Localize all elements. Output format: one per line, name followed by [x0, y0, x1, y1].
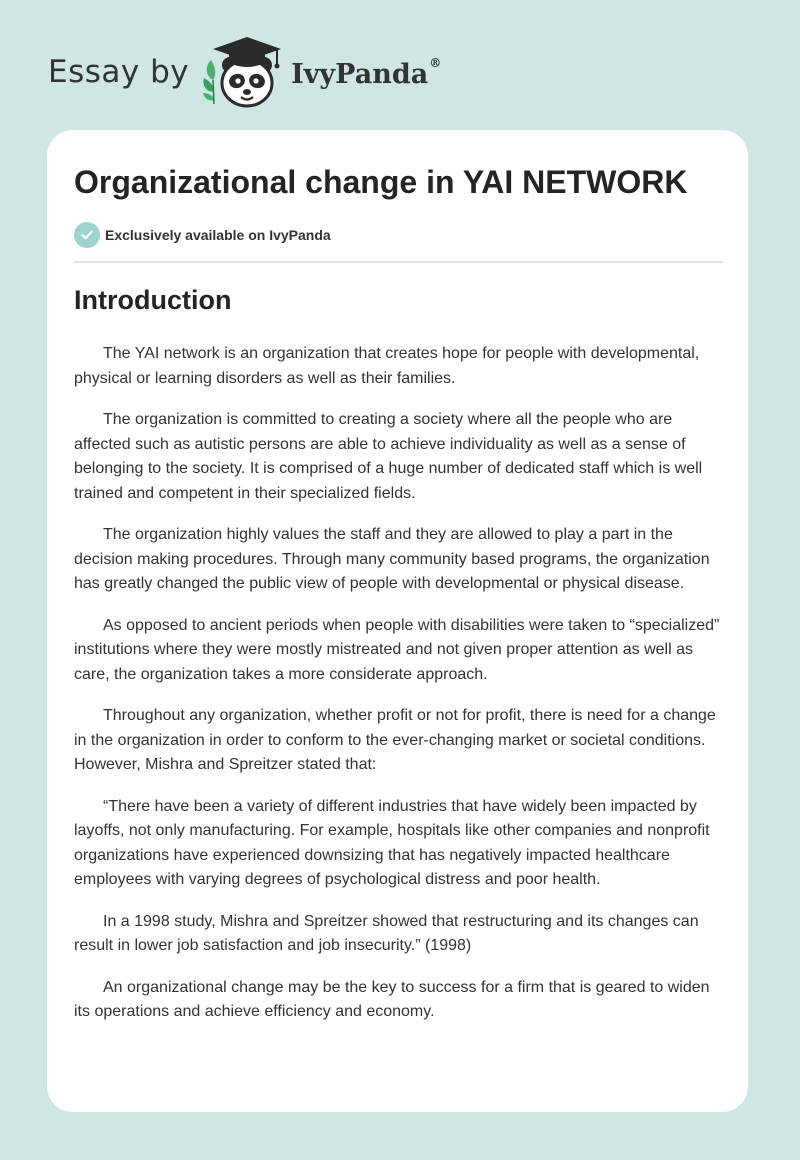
- page-title: Organizational change in YAI NETWORK: [74, 164, 688, 200]
- paragraph: Throughout any organization, whether profit or not for profit, there is need for a change in the organization in order to conform to the ever-changing market or societal conditions. However, Mishra and Spreitzer stated that:: [74, 707, 716, 773]
- essay-card: [47, 130, 748, 1112]
- paragraph: The organization is committed to creating a society where all the people who are affected such as autistic persons are able to achieve individuality as well as a sense of belonging to the society. It is comprised of a huge number of dedicated staff which is well trained and competent in their specialized fields.: [74, 411, 703, 502]
- paragraph: The organization highly values the staff and they are allowed to play a part in the decision making procedures. Through many community based programs, the organization has greatly changed the public view of people with developmental or physical disease.: [74, 526, 710, 592]
- paragraph: As opposed to ancient periods when people with disabilities were taken to “specialized” institutions where they were mostly mistreated and not given proper attention as well as care, the organization takes a more considerate approach.: [74, 616, 720, 683]
- panda-graduate-icon: [199, 34, 295, 110]
- exclusive-badge-text: Exclusively available on IvyPanda: [105, 227, 331, 243]
- section-heading: Introduction: [74, 285, 232, 315]
- quote-paragraph: “There have been a variety of different industries that have widely been impacted by layoffs, not only manufacturing. For example, hospitals like other companies and nonprofit organizations have experienced downsizing that has negatively impacted healthcare employees with varying degrees of psychological distress and poor health.: [74, 797, 710, 888]
- quote-paragraph: In a 1998 study, Mishra and Spreitzer showed that restructuring and its changes can result in lower job satisfaction and job insecurity.” (1998): [74, 912, 699, 954]
- paragraph: The YAI network is an organization that creates hope for people with developmental, physical or learning disorders as well as their families.: [74, 345, 700, 387]
- brand-name-text: IvyPanda: [291, 58, 429, 90]
- essay-body: [74, 282, 726, 1042]
- brand-header: [48, 34, 441, 110]
- check-circle-icon: [74, 222, 100, 248]
- exclusive-badge: [74, 222, 331, 248]
- title-divider: [74, 261, 723, 263]
- trademark-mark: ®: [429, 55, 442, 70]
- paragraph: An organizational change may be the key to success for a firm that is geared to widen its operations and achieve efficiency and economy.: [74, 978, 710, 1020]
- brand-name: [291, 55, 442, 90]
- brand-prefix: Essay by: [48, 54, 190, 90]
